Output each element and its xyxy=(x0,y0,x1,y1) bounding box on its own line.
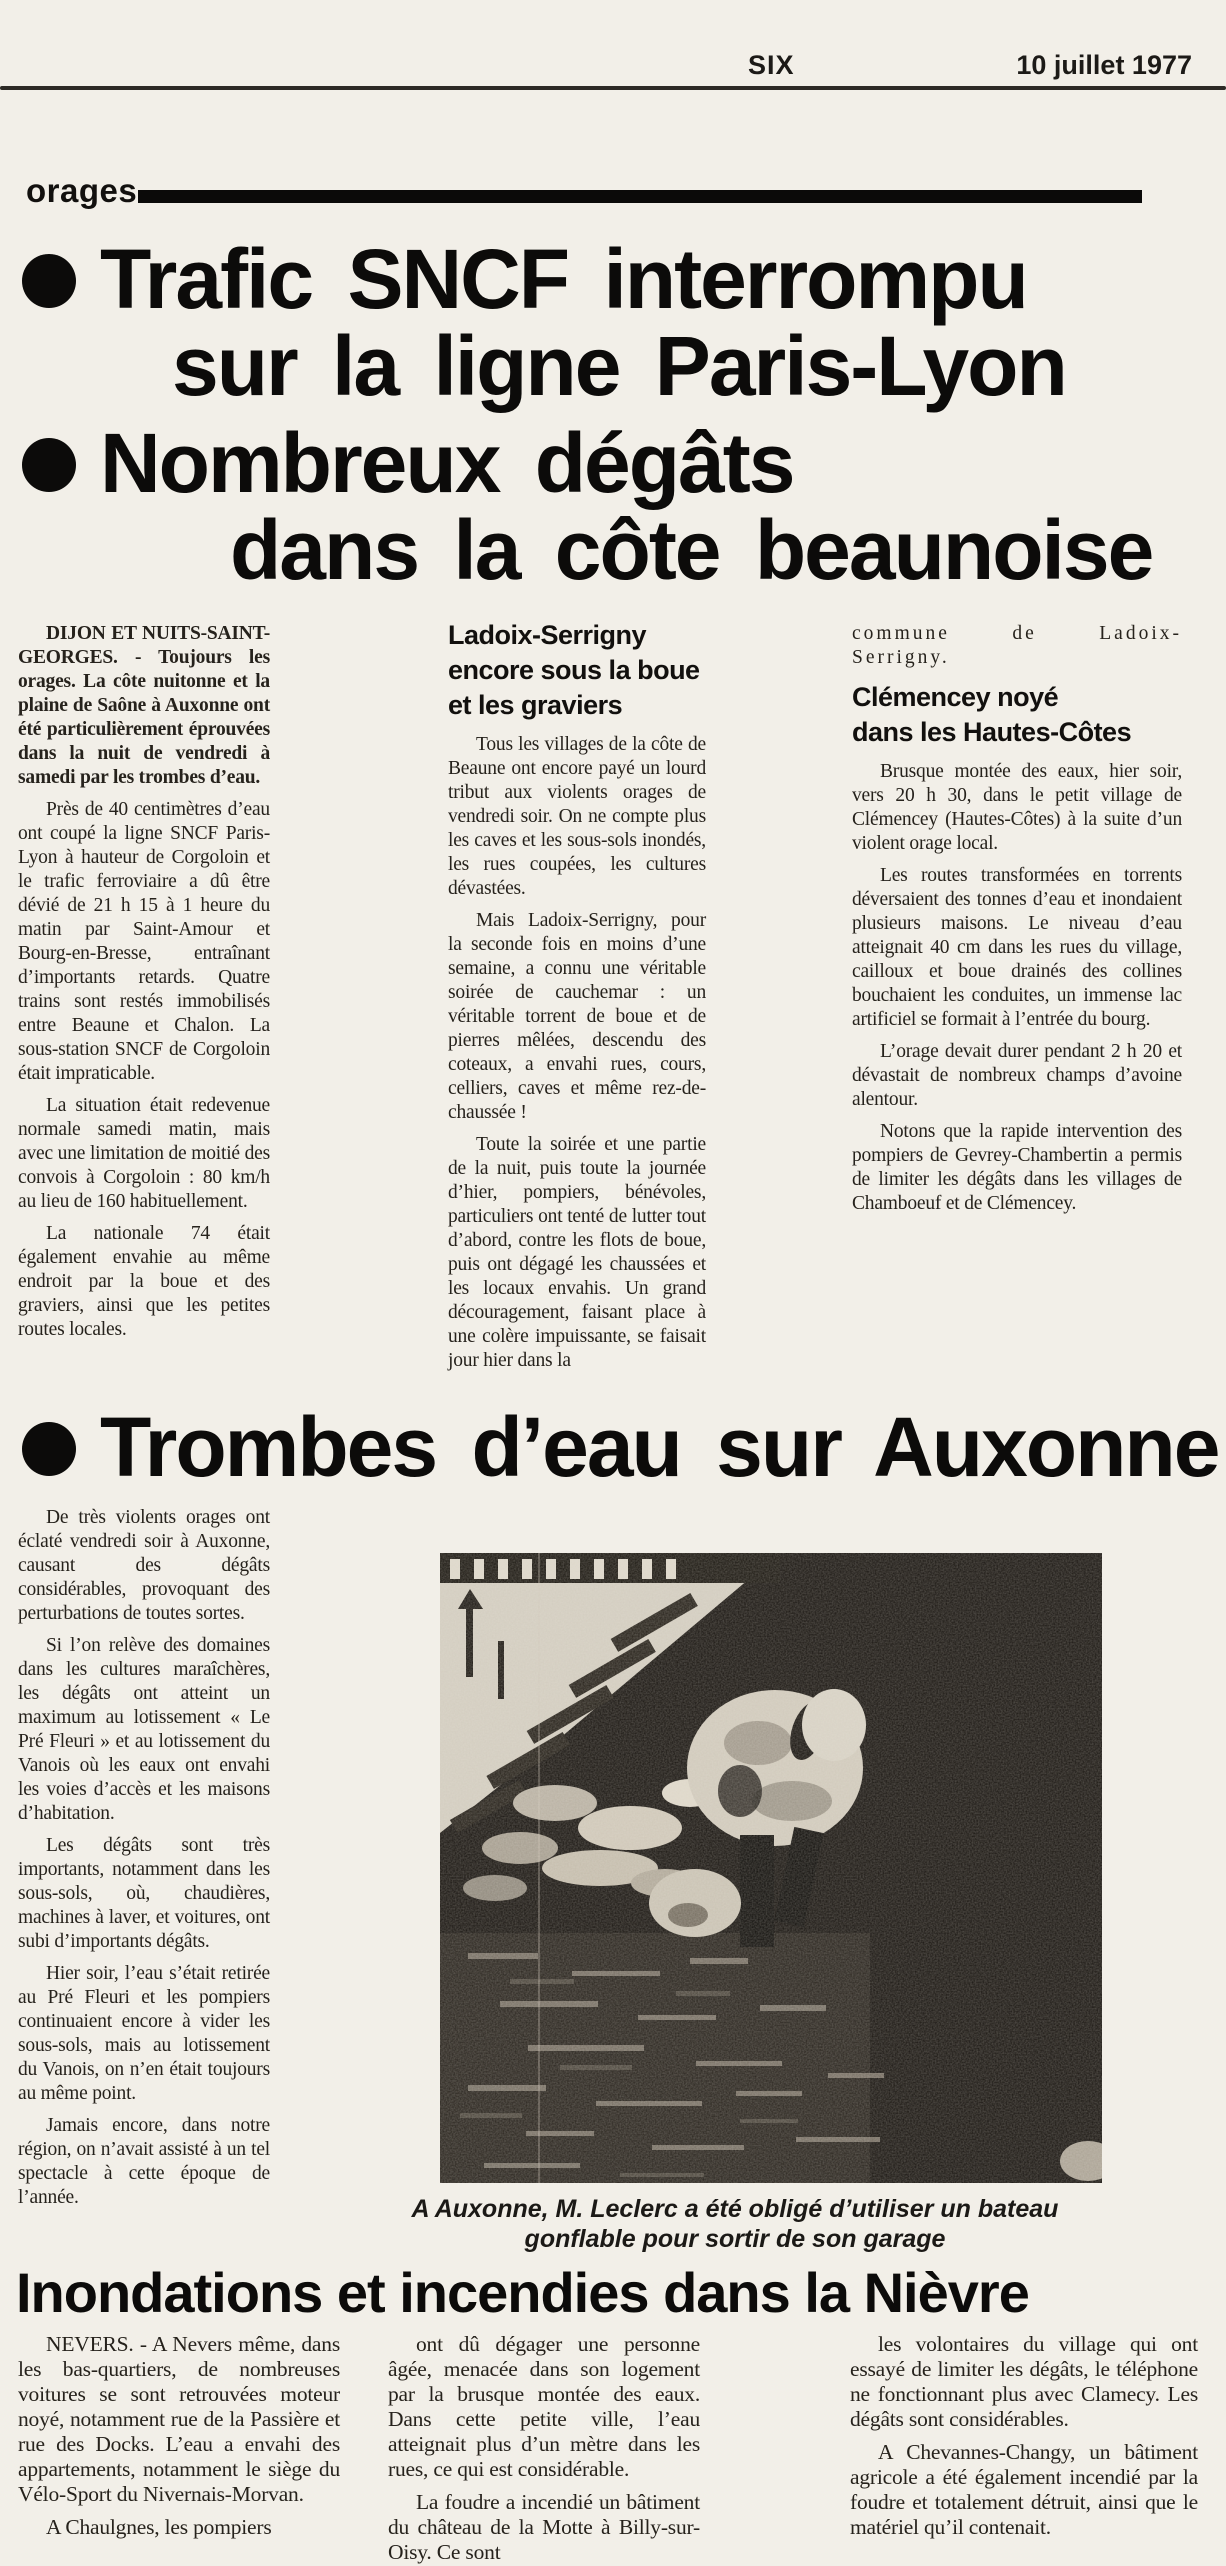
bullet-icon xyxy=(22,438,76,492)
kicker-rule xyxy=(138,190,1142,203)
lead-headline-line-3 xyxy=(100,416,1152,510)
subheading-clemencey xyxy=(852,680,1182,750)
paragraph: Brusque montée des eaux, hier soir, vers 20 h 30, dans le petit village de Clémencey (Hautes-Côtes) à la suite d’un violent orage local. xyxy=(852,761,1182,854)
lead-headline-text-1: Trafic SNCF interrompu xyxy=(100,232,1027,326)
paragraph: Toute la soirée et une partie de la nuit, puis toute la journée d’hier, pompiers, bénévoles, particuliers ont tenté de lutter tout d’abord, contre les flots de boue, puis ont dégagé les chaussées et les locaux envahis. Un grand découragement, faisant place à une colère impuissante, se faisait jour hier dans la xyxy=(448,1134,706,1371)
paragraph: A Chevannes-Changy, un bâtiment agricole a été également incendié par la foudre et totalement détruit, ainsi que le matériel qu’il contenait. xyxy=(850,2440,1198,2539)
lead-headline xyxy=(100,232,1153,597)
paragraph: Les routes transformées en torrents déversaient des tonnes d’eau et inondaient plusieurs maisons. Le niveau d’eau atteignait 40 cm dans les rues du village, cailloux et boue drainés des collines bouchaient les conduites, un immense lac artificiel se formait à l’entrée du bourg. xyxy=(852,865,1182,1030)
photo-caption-line: gonflable pour sortir de son garage xyxy=(524,2225,946,2253)
nievre-column-2 xyxy=(388,2332,700,2566)
photo-caption xyxy=(290,2194,1180,2254)
lead-column-1 xyxy=(18,622,270,1350)
lead-column-3 xyxy=(852,622,1182,1224)
subheading-ladoix xyxy=(448,618,706,723)
paragraph: La situation était redevenue normale samedi matin, mais avec une limitation de moitié des convois à Corgoloin : 80 km/h au lieu de 160 habituellement. xyxy=(18,1095,270,1212)
continuation-text: commune de Ladoix-Serrigny. xyxy=(852,623,1182,668)
auxonne-headline-text: Trombes d’eau sur Auxonne xyxy=(100,1400,1219,1494)
auxonne-column xyxy=(18,1506,270,2218)
flood-photo xyxy=(440,1553,1102,2183)
lead-headline-text-3: Nombreux dégâts xyxy=(100,416,794,510)
paragraph: Tous les villages de la côte de Beaune ont encore payé un lourd tribut aux violents orages de vendredi soir. On ne compte plus les caves et les sous-sols inondés, les rues coupées, les cultures dévastées. xyxy=(448,734,706,899)
paragraph: Si l’on relève des domaines dans les cultures maraîchères, les dégâts ont atteint un maximum au lotissement « Le Pré Fleuri » et au lotissement du Vanois où les eaux ont envahi les voies d’accès et les maisons d’habitation. xyxy=(18,1635,270,1824)
page-number-label: SIX xyxy=(748,50,795,80)
paragraph: L’orage devait durer pendant 2 h 20 et dévastait de nombreux champs d’avoine alentour. xyxy=(852,1041,1182,1110)
paragraph: les volontaires du village qui ont essayé de limiter les dégâts, le téléphone ne fonctionnant plus avec Clamecy. Les dégâts sont considérables. xyxy=(850,2332,1198,2431)
nievre-column-1 xyxy=(18,2332,340,2548)
paragraph: Les dégâts sont très importants, notamment dans les sous-sols, où, chaudières, machines à laver, et voitures, ont subi d’importants dégâts. xyxy=(18,1835,270,1952)
paragraph: A Chaulgnes, les pompiers xyxy=(46,2515,272,2539)
paragraph: Près de 40 centimètres d’eau ont coupé la ligne SNCF Paris-Lyon à hauteur de Corgoloin et le trafic ferroviaire a dû être dévié de 21 h 15 à 1 heure du matin par Saint-Amour et Bourg-en-Bresse, entraînant d’importants retards. Quatre trains sont restés immobilisés entre Beaune et Chalon. La sous-station SNCF de Corgoloin était impraticable. xyxy=(18,799,270,1084)
lead-column-2 xyxy=(448,618,706,1381)
bullet-icon xyxy=(22,1422,76,1476)
lead-headline-line-4 xyxy=(230,503,1153,597)
paragraph: ont dû dégager une personne âgée, menacée dans son logement par la brusque montée des eaux. Dans cette petite ville, l’eau atteignait plus d’un mètre dans les rues, ce qui est considérable. xyxy=(388,2332,700,2481)
paragraph: Mais Ladoix-Serrigny, pour la seconde fois en moins d’une semaine, a connu une véritable soirée de cauchemar : un véritable torrent de boue et de pierres mêlées, descendu des coteaux, a envahi rues, cours, celliers, caves et même rez-de-chaussée ! xyxy=(448,910,706,1123)
paragraph: Notons que la rapide intervention des pompiers de Gevrey-Chambertin a permis de limiter les dégâts dans les villages de Chamboeuf et de Clémencey. xyxy=(852,1121,1182,1214)
paragraph: La nationale 74 était également envahie au même endroit par la boue et des graviers, ainsi que les petites routes locales. xyxy=(18,1223,270,1340)
subheading-line: encore sous la boue xyxy=(448,655,700,685)
edition-date: 10 juillet 1977 xyxy=(1016,50,1192,80)
paragraph: La foudre a incendié un bâtiment du château de la Motte à Billy-sur-Oisy. Ce sont xyxy=(388,2490,700,2564)
lead-headline-text-2: sur la ligne Paris-Lyon xyxy=(172,319,1066,413)
paragraph: DIJON ET NUITS-SAINT-GEORGES. - Toujours les orages. La côte nuitonne et la plaine de Saône à Auxonne ont été particulièrement éprouvées dans la nuit de vendredi à samedi par les trombes d’eau. xyxy=(18,623,270,788)
subheading-line: Ladoix-Serrigny xyxy=(448,620,647,650)
paragraph: Jamais encore, dans notre région, on n’avait assisté à un tel spectacle à cette époque de l’année. xyxy=(18,2115,270,2208)
paragraph: NEVERS. - A Nevers même, dans les bas-quartiers, de nombreuses voitures se sont retrouvées moteur noyé, notamment rue de la Passière et rue des Docks. L’eau a envahi des appartements, notamment le siège du Vélo-Sport du Nivernais-Morvan. xyxy=(18,2332,340,2506)
masthead-rule xyxy=(0,86,1226,90)
paragraph: De très violents orages ont éclaté vendredi soir à Auxonne, causant des dégâts considérables, provoquant des perturbations de toutes sortes. xyxy=(18,1507,270,1624)
photo-caption-line: A Auxonne, M. Leclerc a été obligé d’utiliser un bateau xyxy=(411,2195,1059,2223)
bullet-icon xyxy=(22,254,76,308)
lead-headline-line-1 xyxy=(100,232,1152,326)
section-kicker: orages xyxy=(26,172,138,209)
lead-headline-text-4: dans la côte beaunoise xyxy=(230,503,1153,597)
subheading-line: et les graviers xyxy=(448,690,623,720)
subheading-line: Clémencey noyé xyxy=(852,682,1059,712)
auxonne-headline xyxy=(100,1400,1219,1494)
paragraph: Hier soir, l’eau s’était retirée au Pré Fleuri et les pompiers continuaient encore à vider les sous-sols, mais au lotissement du Vanois, on n’en était toujours au même point. xyxy=(18,1963,270,2104)
flood-photo-image xyxy=(440,1553,1102,2183)
nievre-column-3 xyxy=(850,2332,1198,2548)
auxonne-headline-line xyxy=(100,1400,1219,1494)
subheading-line: dans les Hautes-Côtes xyxy=(852,717,1132,747)
nievre-headline: Inondations et incendies dans la Nièvre xyxy=(16,2261,1029,2324)
lead-headline-line-2 xyxy=(172,319,1152,413)
